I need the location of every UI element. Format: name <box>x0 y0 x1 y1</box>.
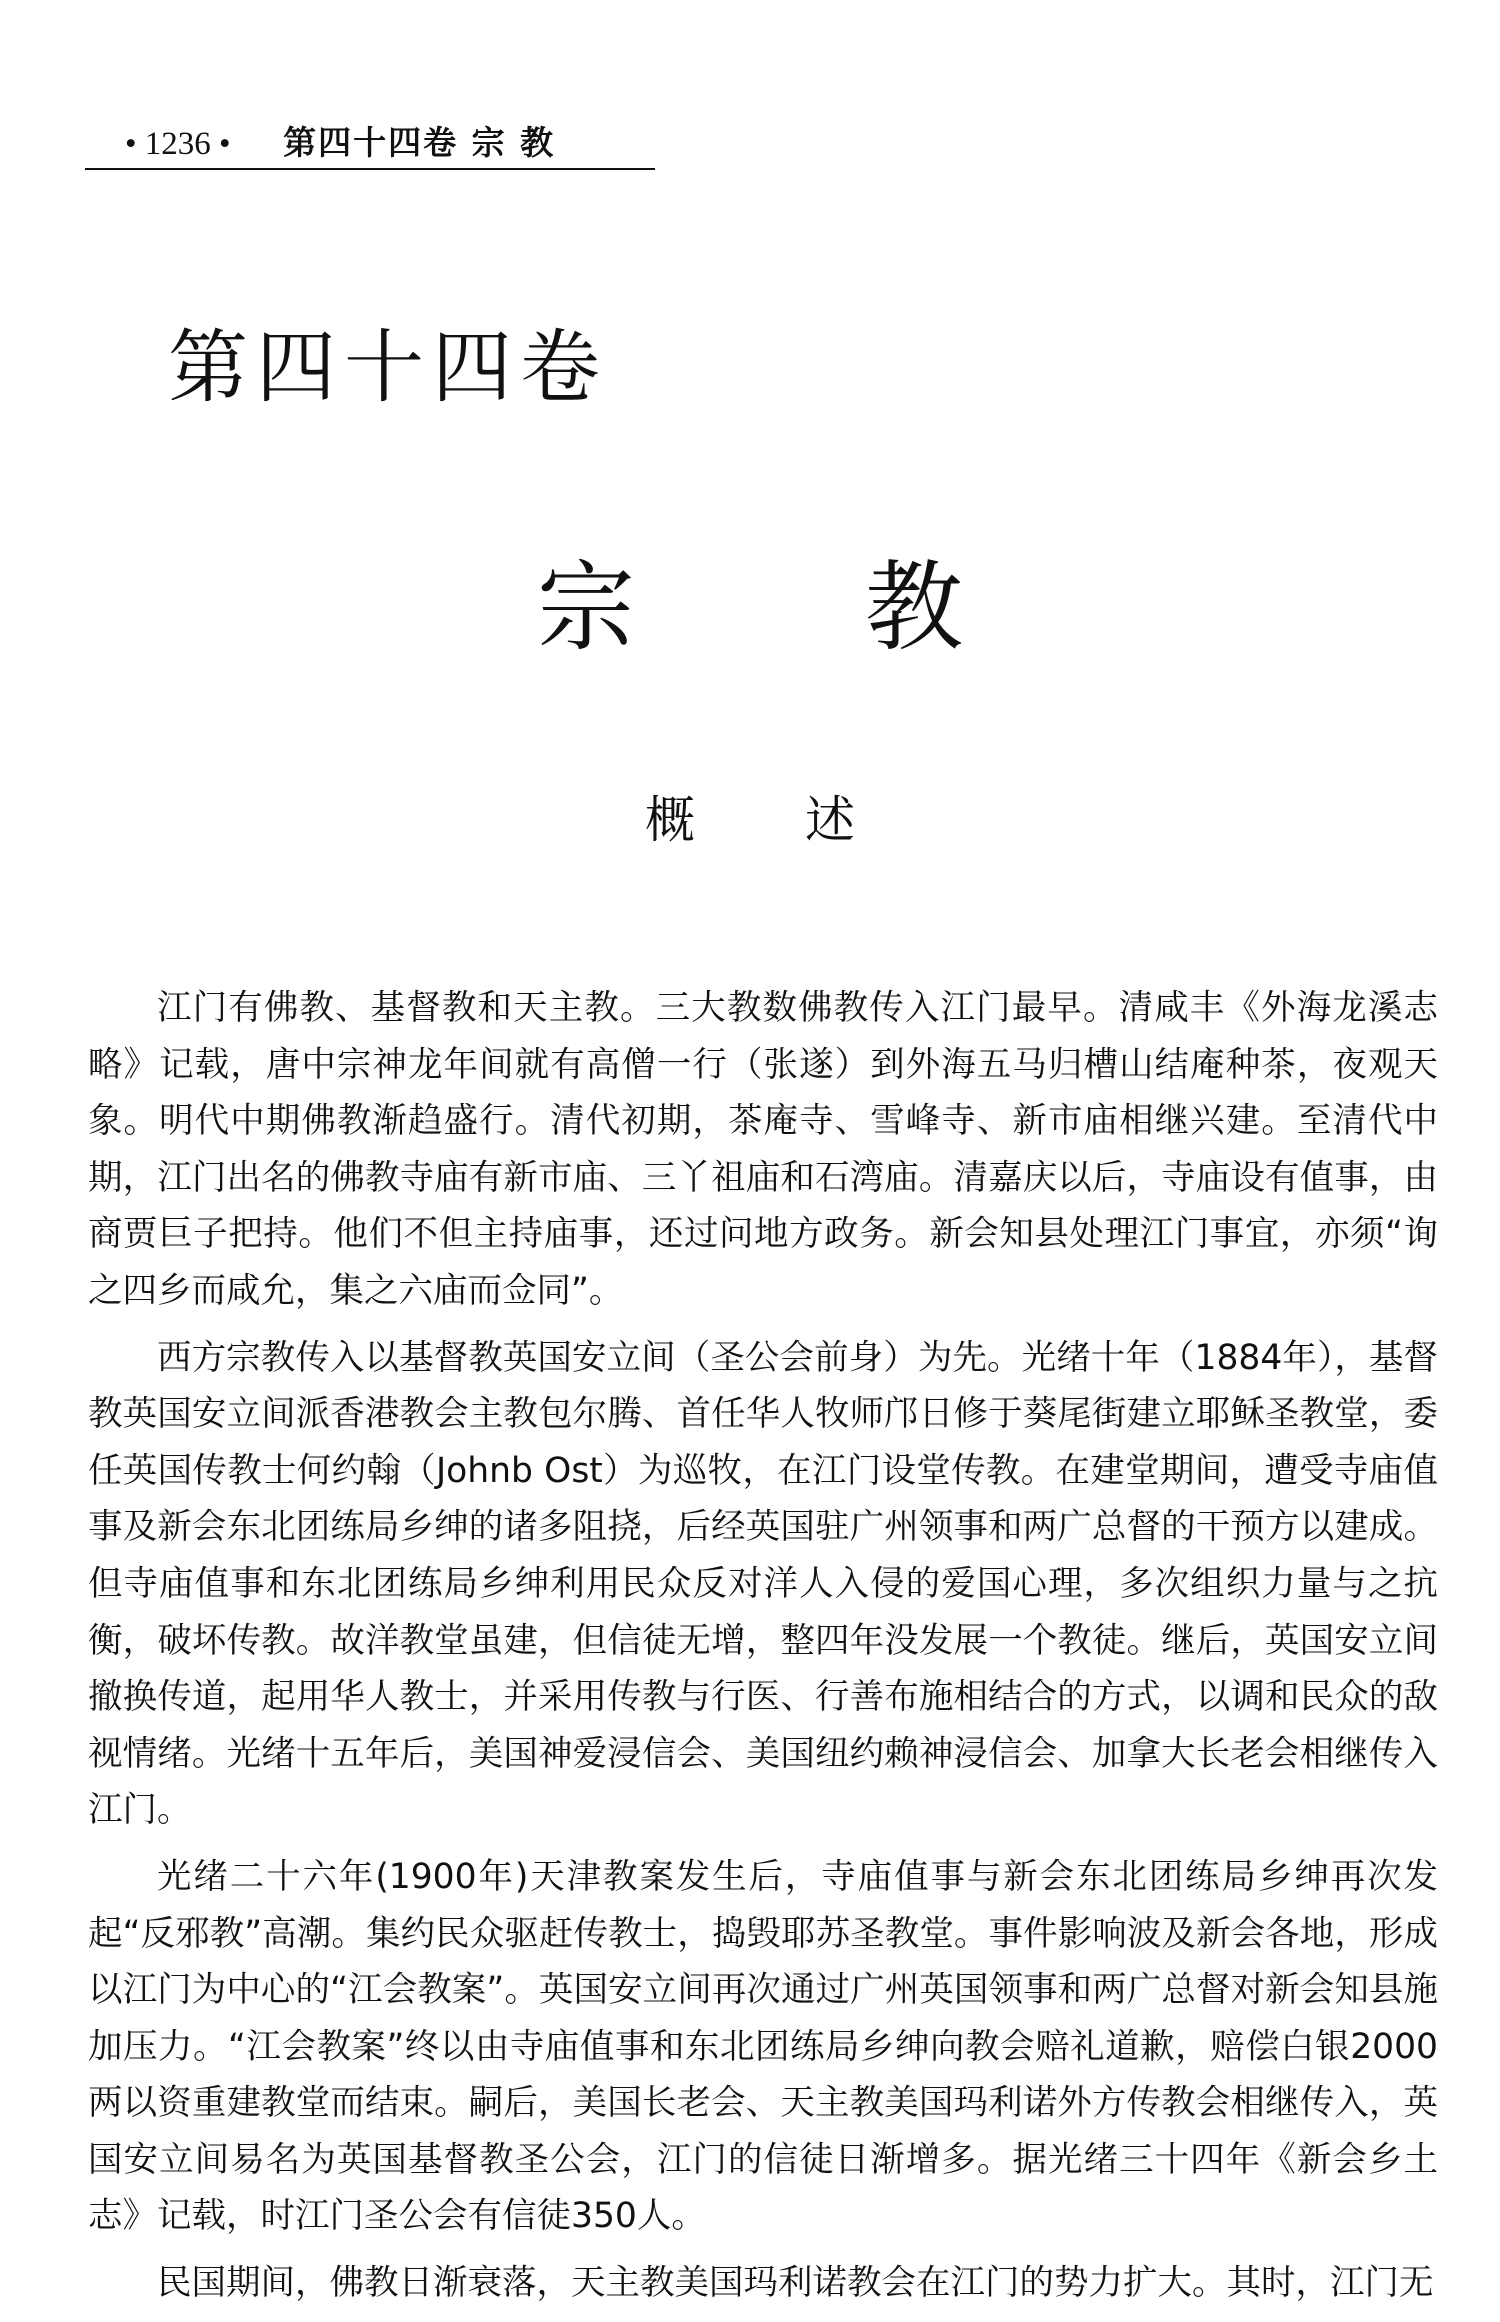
running-header-volume-label: 第四十四卷 宗 教 <box>283 123 556 162</box>
running-header <box>85 118 655 170</box>
paragraph-2: 西方宗教传入以基督教英国安立间（圣公会前身）为先。光绪十年（1884年），基督教英国安立间派香港教会主教包尔腾、首任华人牧师邝日修于葵尾街建立耶稣圣教堂，委任英国传教士何约翰（Johnb Ost）为巡牧，在江门设堂传教。在建堂期间，遭受寺庙值事及新会东北团练局乡绅的诸多阻挠，后经英国驻广州领事和两广总督的干预方以建成。但寺庙值事和东北团练局乡绅利用民众反对洋人入侵的爱国心理，多次组织力量与之抗衡，破坏传教。故洋教堂虽建，但信徒无增，整四年没发展一个教徒。继后，英国安立间撤换传道，起用华人教士，并采用传教与行医、行善布施相结合的方式，以调和民众的敌视情绪。光绪十五年后，美国神爱浸信会、美国纽约赖神浸信会、加拿大长老会相继传入江门。 <box>88 1337 1438 1831</box>
body-text <box>88 980 1438 2322</box>
volume-title: 第四十四卷 <box>168 321 608 414</box>
subsection-title-char-1: 概 <box>645 791 695 849</box>
paragraph-3: 光绪二十六年(1900年)天津教案发生后，寺庙值事与新会东北团练局乡绅再次发起“反邪教”高潮。集约民众驱赶传教士，捣毁耶苏圣教堂。事件影响波及新会各地，形成以江门为中心的“江会教案”。英国安立间再次通过广州英国领事和两广总督对新会知县施加压力。“江会教案”终以由寺庙值事和东北团练局乡绅向教会赔礼道歉，赔偿白银2000两以资重建教堂而结束。嗣后，美国长老会、天主教美国玛利诺外方传教会相继传入，英国安立间易名为英国基督教圣公会，江门的信徒日渐增多。据光绪三十四年《新会乡土志》记载，时江门圣公会有信徒350人。 <box>88 1856 1438 2237</box>
subsection-title-char-2: 述 <box>805 791 855 849</box>
section-title-char-1: 宗 <box>536 551 635 665</box>
paragraph-4: 民国期间，佛教日渐衰落，天主教美国玛利诺教会在江门的势力扩大。其时，江门无 <box>157 2263 1434 2304</box>
section-title-char-2: 教 <box>865 551 964 665</box>
subsection-title <box>0 785 1500 855</box>
page-number: • 1236 • <box>125 126 231 162</box>
paragraph-1: 江门有佛教、基督教和天主教。三大教数佛教传入江门最早。清咸丰《外海龙溪志略》记载，唐中宗神龙年间就有高僧一行（张遂）到外海五马归槽山结庵种茶，夜观天象。明代中期佛教渐趋盛行。清代初期，茶庵寺、雪峰寺、新市庙相继兴建。至清代中期，江门出名的佛教寺庙有新市庙、三丫祖庙和石湾庙。清嘉庆以后，寺庙设有值事，由商贾巨子把持。他们不但主持庙事，还过问地方政务。新会知县处理江门事宜，亦须“询之四乡而咸允，集之六庙而佥同”。 <box>88 988 1438 1311</box>
section-title <box>0 548 1500 668</box>
